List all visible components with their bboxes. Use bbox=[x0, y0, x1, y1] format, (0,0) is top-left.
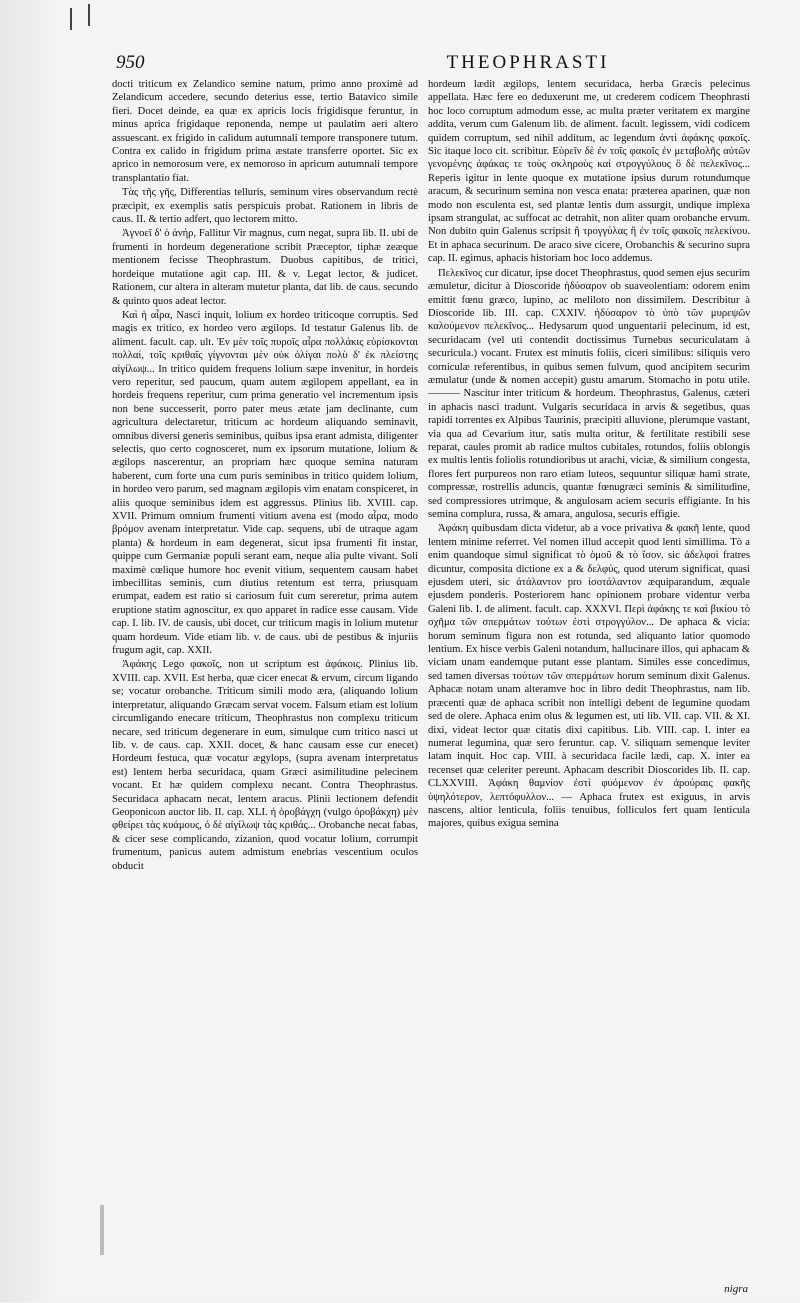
paragraph: Καὶ ἡ αἶρα, Nasci inquit, lolium ex hordeo triticoque corruptis. Sed magis ex tritico, ex hordeo vero ægilops. Id testatur Galenus lib. de aliment. facult. cap. ult. Ἐν μὲν τοῖς πυροῖς αἶρα πολλάκις εὑρίσκονται πολλαί, τοῖς κριθαῖς γίγνονται μὲν οὐκ ὀλίγαι πολὺ δ' ἐκ πλείστης αἰγίλωψ... In tritico quidem frequens lolium sæpe invenitur, in hordeis vero reperitur, sed paucum, quam autem ægilopem appellant, ea in hordeis frequens reperitur, cum prima generatio vel incrementum ipsis non bene successerit, porro pater meus ætate jam declinante, cum agricultura delectaretur, triticum ac hordeum aliquando seminavit, omnibus diversi generis seminibus, quibus ipsa erant admista, diligenter selectis, quo certo cognosceret, num ex ipsorum mutatione, lolium & ægilops nascerentur, an propriam hæc quoque semina naturam haberent, cum forte una cum puris seminibus in tritico quidem lolium, in hordeo vero parum, sed magnam ægilopis vim enatam conspiceret, in aliis quoque seminibus idem est aggressus. Plinius lib. XVIII. cap. XVII. Primum omnium frumenti vitium avena est (modo αἶρα, modo βρόμον avenam interpretatur. Vide cap. sequens, ubi de utraque agam planta) & hordeum in eam degenerat, sicut ipsa frumenti fit instar, quippe cum Germaniæ populi serant eam, neque alia pulte vivant. Soli maximè cœlique humore hoc evenit vitium, sequentem causam habet imbecillitas seminis, cum diutius retentum est terra, priusquam erumpat, eadem est ratio si cariosum fuit cum sereretur, prima autem eruptione statim agnoscitur, ex quo apparet in radice esse causam. Vide cap. I. lib. IV. de causis, ubi docet, cur triticum magis in lolium mutetur quam hordeum. Vide etiam lib. v. de caus. ubi de pestibus & injuriis frugum agit, cap. XXII. bbox=[112, 309, 418, 657]
paragraph: docti triticum ex Zelandico semine natum, primo anno proximè ad Zelandicum accedere, secundo deterius esse, tertio Batavico simile fieri. Docet deinde, ea quæ ex apricis locis frigidisque feruntur, in minus aprica frigidaque reponenda, nempe ut paulatim aeri altero assuescant. ex frigido in calidum autumnali tempore transponere tutum. Contra ex calido in frigidum prima æstate transferre oportet. Sic ex aprico in nemorosum vere, ex nemoroso in apricum autumnali tempore transplantatio fiat. bbox=[112, 79, 418, 184]
page-number: 950 bbox=[116, 52, 145, 73]
page-header bbox=[116, 52, 760, 76]
paragraph: Ἀφάκη quibusdam dicta videtur, ab a voce privativa & φακῆ lente, quod lentem minime referret. Vel nomen illud accepit quod lenti simillima. Tò a enim quandoque simul significat τὸ ὁμοῦ & τὸ ἴσον. sic ἀδελφοὶ fratres dicuntur, composita dictione ex a & δελφύς, quod uterum significat, quasi ejusdem uteri, sic ἀτάλαντον pro ἰσοτάλαντον æquiparandum, æquale ejusdem ponderis. Posteriorem hanc opinionem probare videntur verba Galeni lib. I. de aliment. facult. cap. XXXVI. Περὶ ἀφάκης τε καὶ βικίου τὸ σχῆμα τῶν σπερμάτων τούτων ἐστὶ στρογγύλον... De aphaca & vicia: horum seminum figura non est rotunda, sed aliquanto latior quomodo lentium. Ex hisce verbis Galeni notandum, hallucinare illos, qui aphacam & viciam unam eandemque putant esse plantam. Similes esse concedimus, sed tamen diversas τούτων τῶν σπερμάτων horum seminum dixit Galenus. Aphacæ notam unam alteramve hoc in libro dedit Theophrastus, nam lib. præcenti quæ de aphaca scribit non intelligi debent de legumine quodam sed de olere. Aphaca enim olus & legumen est, uti lib. VII. cap. VII. & XI. dixi, videat lector quæ citatis dixi capitibus. Lib. VIII. cap. I. inter ea numerat legumina, quæ sero feruntur. cap. V. siliquam semenque leviter latam inquit. Hoc cap. VIII. à securidaca facile lædi, cap. X. inter ea recenset quæ celeriter pereunt. Aphacam describit Dioscorides lib. II. cap. CLXXVIII. Ἀφάκη θαμνίον ἐστὶ φυόμενον ἐν ἀρούραις φακῆς ὑψηλότερον, λεπτόφυλλον... — Aphaca frutex est exiguus, in arvis nascens, altior lenticula, foliis tenuibus, folliculos fert quam lenticula majores, quibus exigua semina bbox=[428, 523, 750, 830]
margin-ornament bbox=[70, 8, 78, 30]
margin-ornament bbox=[88, 4, 96, 26]
paragraph: Πελεκῖνος cur dicatur, ipse docet Theophrastus, quod semen ejus securim æmuletur, dicitur à Dioscoride ἡδύσαρον ob suaveolentiam: odorem enim emittit fœnu græco, lupino, ac meliloto non dissimilem. Describitur à Dioscoride lib. III. cap. CXXIV. ἡδύσαρον τὸ ὑπὸ τῶν μυρεψῶν καλούμενον πελεκῖνος... Hedysarum quod unguentarii pelecinum, id est, securidacam (vel uti contendit doctissimus Turnebus securiculatam à securicula.) vocant. Frutex est minutis foliis, ciceri similibus: siliquis vero corniculæ referentibus, in quibus semen fulvum, quod ancipitem securim æmulatur (unde & nomen accepit) gustu amarum. Stomacho in potu utile. ——— Nascitur inter triticum & hordeum. Theophrastus, Galenus, cæteri in aphacis nasci tradunt. Vulgaris securidaca in arvis & segetibus, quas rapidi torrentes ex Alpibus Taurinis, præcipiti alluvione, plerumque vastant, via qua ad Cevarium itur, satis multa oritur, & fertilitate restibili sese reparat, caules promit ab radice multos cubitales, rotundos, foliis oblongis ex multis lentis foliolis rotundioribus ut arachi, viciæ, & similium congesta, flores fert purpureos non raro etiam luteos, sequuntur siliquæ hami strate, compressæ, rostrellis aduncis, quantæ fœnugræci seminis & similitudine, sed compressiores utrimque, & angulosam aciem securis effigiante. In his semina complura, russa, & amara, angulosa, securis effigie. bbox=[428, 267, 750, 520]
right-text-column bbox=[428, 78, 750, 1303]
binding-mark bbox=[100, 1205, 104, 1255]
paragraph: Ἀφάκης Lego φακοῖς, non ut scriptum est ἀφάκοις. Plinius lib. XVIII. cap. XVII. Est herba, quæ cicer enecat & ervum, circum ligando se; vocatur orobanche. Triticum simili modo æra, (aliquando lolium interpretatur, aliquando Græcam servat vocem. Falsum etiam est lolium circumligando enecare triticum, Theophrastus non complexu triticum necare, sed triticum degenerare in eum, simulque cum tritico nasci ut lib. v. de caus. cap. XXII. docet, & hanc causam esse cur enecet) Hordeum festuca, quæ vocatur ægylops, (supra avenam interpretatus est) lentem herba securidaca, quam Græci asimilitudine pelecinem vocant. Et hæ quidem complexu necant. Contra Theophrastus. Securidaca aphacam necat, lentem aracus. Plinii lectionem defendit Geoponicωn auctor lib. II. cap. XLI. ἡ ὀροβάγχη (vulgo ὀροβάκχη) μὲν φθείρει τὰς κυάμους, ὁ δὲ αἰγίλωψ τὰς κριθάς... Orobanche necat fabas, & cicer sese complicando, zizanion, quod vocatur lolium, corrumpit frumentum, panicus autem admistum enebrias vescentium oculos obducit bbox=[112, 659, 418, 872]
paragraph: hordeum lædit ægilops, lentem securidaca, herba Græcis pelecinus appellata. Hæc fere eo deduxerunt me, ut crederem codicem Theophrasti hoc loco corruptum admodum esse, ac multa præter veritatem ex margine addita, verum cum Galenum lib. de aliment. facult. legissem, vidi codicem quidem corruptum, sed nihil additum, ac legendum ἀντὶ ἀφάκης φακοῖς. Sic itaque loco cit. scribitur. Εὑρεῖν δὲ ἐν τοῖς φακοῖς ἐν μεταβολῆς αὐτῶν γενομένης ἀφάκας τε τοὺς σκληροὺς καὶ στρογγύλους ὃ δὲ πελεκῖνος... Reperis igitur in lente quoque ex mutatione ipsius durum rotundumque aracum, & securinum semina non vesca enata: præterea aparinen, quæ non modo non esculenta est, sed plantæ lentis dum assurgit, undique implexa ipsam strangulat, ac suffocat ac detrahit, non aliter quam orobanche ervum. Non dubito quin Galenus scripsit ἢ τρογγύλας ἢ ἐν τοῖς φακοῖς πελεκίνου. Et in aphaca securinum. De araco sive cicere, Orobanchis & securino supra cap. II. egimus, aphacis historiam hoc loco addemus. bbox=[428, 79, 750, 265]
page-gutter-shadow bbox=[0, 0, 60, 1302]
running-head: THEOPHRASTI bbox=[446, 52, 610, 73]
left-text-column bbox=[112, 78, 418, 1168]
catchword: nigra bbox=[724, 1283, 748, 1295]
paragraph: Τὰς τῆς γῆς, Differentias telluris, seminum vires observandum rectè præcipit, ex exemplis satis perspicuis probat. Rationem in libris de caus. II. & tertio adfert, quo lectorem mitto. bbox=[112, 187, 418, 226]
paragraph: Ἀγνοεῖ δ' ὁ ἀνήρ, Fallitur Vir magnus, cum negat, supra lib. II. ubi de frumenti in hordeum degeneratione scribit Præceptor, tiphæ zeæque mentionem fecisse Theophrastum. Duobus capitibus, de tritici, hordeique mutatione agit cap. III. & v. Legat lector, & judicet. Rationem, cur altera in alteram mutetur planta, dat lib. de caus. secundo & quinto quos adeat lector. bbox=[112, 228, 418, 307]
